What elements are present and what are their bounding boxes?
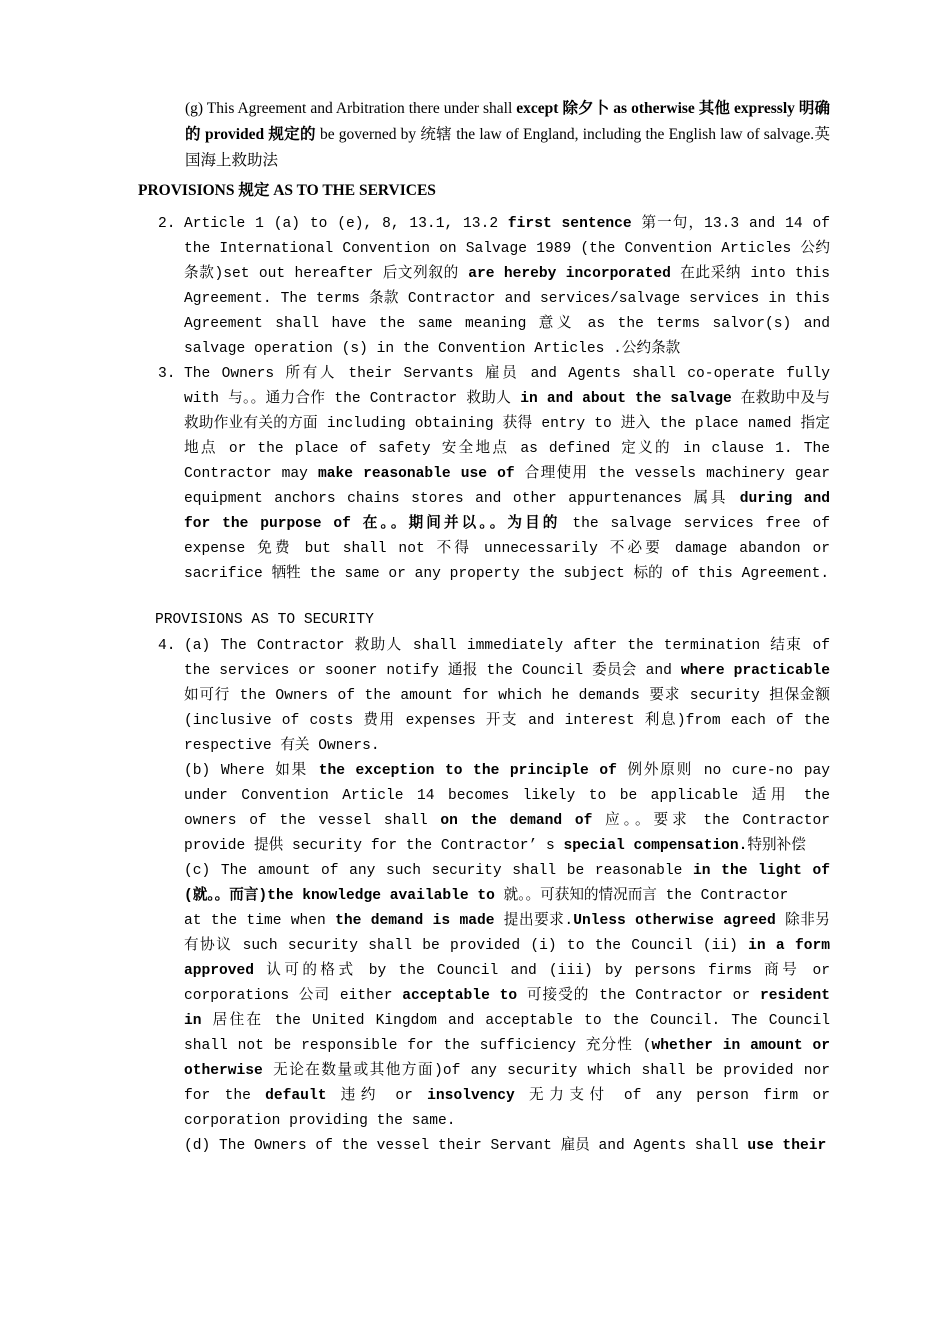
clause-number: 2. bbox=[158, 216, 176, 232]
heading-provisions-security: PROVISIONS AS TO SECURITY bbox=[155, 612, 374, 628]
bold-term: first sentence bbox=[507, 216, 632, 232]
text: 无力支付 of any person firm or corporation providing the same. bbox=[184, 1088, 830, 1129]
clause-4-body bbox=[184, 634, 830, 1159]
clause-4 bbox=[158, 634, 830, 1159]
text: 在救助中及与 救助作业有关的方面 including obtaining 获得 entry to 进入 the place named 指定地点 or the place of safety 安全地点 as defined 定义的 in clause 1. The Contractor may bbox=[184, 391, 831, 482]
text: 提出要求. bbox=[494, 913, 574, 929]
clause-4a bbox=[184, 634, 830, 759]
text: (c) The amount of any such security shall be reasonable bbox=[184, 863, 694, 879]
security-clauses-list bbox=[158, 634, 830, 1159]
text: at the time when bbox=[184, 913, 336, 929]
bold-term: on the demand of bbox=[440, 813, 593, 829]
bold-term: Unless otherwise agreed bbox=[573, 913, 776, 929]
bold-term: the demand is made bbox=[335, 913, 495, 929]
bold-term: acceptable to bbox=[402, 988, 518, 1004]
text: (d) The Owners of the vessel their Servant 雇员 and Agents shall bbox=[184, 1138, 748, 1154]
bold-term: resident in bbox=[184, 988, 830, 1029]
text: 特别补偿 bbox=[747, 838, 806, 854]
bold-term: are hereby incorporated bbox=[468, 266, 671, 282]
text: 居住在 the United Kingdom and acceptable to the Council. The Council shall not be responsible for the sufficiency 充分性 ( bbox=[184, 1013, 830, 1054]
heading-provisions-services: PROVISIONS 规定 AS TO THE SERVICES bbox=[138, 182, 436, 199]
text: The Owners 所有人 their Servants 雇员 and Agents shall co-operate fully with 与。。通力合作 the Contractor 救助人 bbox=[184, 366, 830, 407]
bold-term: in the light of (就。。而言)the knowledge available to bbox=[184, 863, 830, 904]
clause-2-body bbox=[184, 212, 830, 362]
text: (b) Where 如果 bbox=[184, 763, 319, 779]
text: 认可的格式 by the Council and (iii) by persons firms 商号 or corporations 公司 either bbox=[184, 963, 830, 1004]
bold-term: whether in amount or otherwise bbox=[184, 1038, 830, 1079]
text: 应。。要求 the Contractor provide 提供 security for the Contractor’ s bbox=[184, 813, 831, 854]
clause-4c-continued bbox=[184, 909, 830, 1134]
text: 如可行 the Owners of the amount for which he demands 要求 security 担保金额 (inclusive of costs 费用 expenses 开支 and interest 利息)from each of the respective 有关 Owners. bbox=[184, 688, 830, 754]
text: 例外原则 no cure-no pay under Convention Article 14 becomes likely to be applicable 适用 the owners of the vessel shall bbox=[184, 763, 831, 829]
bold-term: in and about the salvage bbox=[520, 391, 732, 407]
text: 合理使用 the vessels machinery gear equipment anchors chains stores and other appurtenances 属具 bbox=[184, 466, 831, 507]
text: 第一句，13.3 and 14 of the International Convention on Salvage 1989 (the Convention Articles 公约条款)set out hereafter 后文列叙的 bbox=[184, 216, 830, 282]
text: 在此采纳 into this Agreement. The terms 条款 Contractor and services/salvage services in this Agreement shall have the same meaning 意义 as the terms salvor(s) and salvage operation (s) in the Convention Articles .公约条款 bbox=[184, 266, 830, 357]
bold-term: during and for the purpose of 在。。期间并以。。为目的 bbox=[184, 491, 830, 532]
clause-4b bbox=[184, 759, 830, 859]
bold-term: default bbox=[265, 1088, 327, 1104]
clause-number: 4. bbox=[158, 638, 176, 654]
bold-term: where practicable bbox=[680, 663, 830, 679]
bold-term: special compensation. bbox=[563, 838, 748, 854]
text: be governed by 统辖 the law of England, including the English law of salvage.英国海上救助法 bbox=[185, 126, 830, 169]
clause-4c bbox=[184, 859, 830, 909]
text: 无论在数量或其他方面)of any security which shall be provided nor for the bbox=[184, 1063, 830, 1104]
clause-number: 3. bbox=[158, 366, 176, 382]
text: 除非另有协议 such security shall be provided (i) to the Council (ii) bbox=[184, 913, 830, 954]
services-clauses-list bbox=[158, 212, 830, 587]
bold-term: make reasonable use of bbox=[318, 466, 515, 482]
text: Article 1 (a) to (e), 8, 13.1, 13.2 bbox=[184, 216, 508, 232]
clause-3-body bbox=[184, 362, 830, 587]
clause-4d bbox=[184, 1134, 830, 1159]
text: (a) The Contractor 救助人 shall immediately after the termination 结束 of the services or sooner notify 通报 the Council 委员会 and bbox=[184, 638, 830, 679]
bold-term: use their bbox=[747, 1138, 827, 1154]
text: 可接受的 the Contractor or bbox=[517, 988, 760, 1004]
clause-g-paragraph bbox=[185, 96, 830, 174]
clause-2 bbox=[158, 212, 830, 362]
text: 违约 or bbox=[326, 1088, 428, 1104]
bold-term: insolvency bbox=[427, 1088, 515, 1104]
bold-term: except 除夕卜 as otherwise 其他 expressly 明确的 provided 规定的 bbox=[185, 100, 830, 143]
text: 就。。可获知的情况而言 the Contractor bbox=[494, 888, 789, 904]
bold-term: the exception to the principle of bbox=[318, 763, 617, 779]
text: (g) This Agreement and Arbitration there under shall bbox=[185, 100, 517, 117]
bold-term: in a form approved bbox=[184, 938, 830, 979]
text: the salvage services free of expense 免费 but shall not 不得 unnecessarily 不必要 damage abandon or sacrifice 牺牲 the same or any property the subject 标的 of this Agreement. bbox=[184, 516, 830, 582]
clause-3 bbox=[158, 362, 830, 587]
